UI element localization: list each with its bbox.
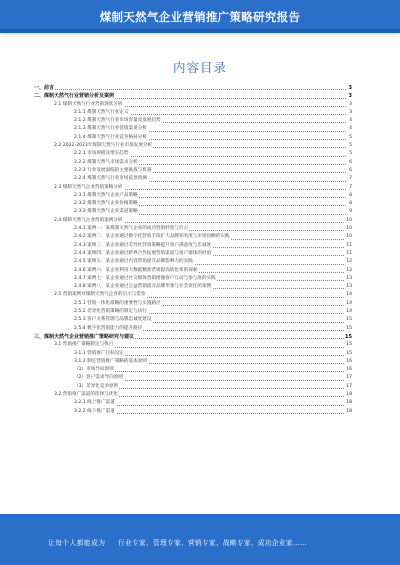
report-header-banner bbox=[0, 0, 400, 33]
toc-entry-page: 10 bbox=[345, 217, 352, 225]
toc-entry-page: 14 bbox=[345, 300, 352, 308]
toc-entry-title: 2.4.7 案例七：某企业通过社交媒体营销增强客户互动与参与度的实践 bbox=[74, 275, 217, 283]
toc-entry[interactable] bbox=[30, 233, 352, 241]
toc-entry-page: 10 bbox=[345, 233, 352, 241]
toc-entry[interactable] bbox=[30, 117, 352, 125]
toc-entry-title: 2.1.1 煤制天然气行业定义 bbox=[74, 109, 130, 117]
toc-entry[interactable] bbox=[30, 184, 352, 192]
toc-entry-title: 2.5.4 数字化营销能力的提升路径 bbox=[74, 325, 143, 333]
toc-entry-title: 2.4.4 案例四：某企业通过跨界合作拓展营销渠道与客户群体的经验 bbox=[74, 250, 212, 258]
toc-entry-page: 9 bbox=[348, 208, 352, 216]
toc-entry[interactable] bbox=[30, 383, 352, 391]
toc-entry-title: 2.4.5 案例五：某企业通过内容营销提升品牌影响力的实践 bbox=[74, 258, 194, 266]
toc-entry-title: 2.3.3 煤制天然气企业渠道策略 bbox=[74, 208, 139, 216]
toc-entry[interactable] bbox=[30, 92, 352, 100]
toc-entry-title: 2.3.1 煤制天然气企业产品策略 bbox=[74, 192, 139, 200]
toc-entry[interactable] bbox=[30, 142, 352, 150]
toc-entry-page: 16 bbox=[345, 358, 352, 366]
toc-entry-title: 2.1.2 煤制天然气行业市场容量及发展趋势 bbox=[74, 117, 162, 125]
toc-entry-title: 二、煤制天然气行业营销分析及案例 bbox=[34, 93, 115, 100]
toc-entry-title: 三、煤制天然气企业营销推广策略研究与建议 bbox=[34, 333, 135, 340]
toc-entry-title: 2.5 营销案例对煤制天然气企业的启示与借鉴 bbox=[54, 291, 146, 299]
toc-entry[interactable] bbox=[30, 267, 352, 275]
toc-entry-page: 14 bbox=[345, 308, 352, 316]
toc-entry-page: 15 bbox=[345, 350, 352, 358]
toc-entry-page: 17 bbox=[345, 374, 352, 382]
toc-entry-page: 4 bbox=[348, 125, 352, 133]
toc-entry-title: 2.5.1 营销一体化战略的重要性与实施路径 bbox=[74, 300, 162, 308]
toc-entry-page: 5 bbox=[348, 150, 352, 158]
toc-entry[interactable] bbox=[30, 300, 352, 308]
toc-entry-title: 3.2 营销推广渠道的选择与优化 bbox=[54, 391, 119, 399]
toc-entry-page: 7 bbox=[348, 184, 352, 192]
toc-entry-title: 2.1.4 煤制天然气行业竞争格局分析 bbox=[74, 134, 148, 142]
toc-entry[interactable] bbox=[30, 175, 352, 183]
toc-entry-page: 12 bbox=[345, 258, 352, 266]
toc-entry-page: 16 bbox=[345, 366, 352, 374]
toc-entry-title: 2.4.6 案例六：某企业利用大数据精准营销提高转化率的探索 bbox=[74, 267, 198, 275]
toc-entry[interactable] bbox=[30, 109, 352, 117]
toc-entry-title: 3.1.1 营销推广目标设定 bbox=[74, 350, 125, 358]
toc-entry[interactable] bbox=[30, 308, 352, 316]
toc-entry-title: 3.1.2 制定营销推广策略的基本原则 bbox=[74, 358, 148, 366]
toc-entry[interactable] bbox=[30, 167, 352, 175]
toc-entry-page: 15 bbox=[345, 333, 352, 340]
toc-entry-page: 11 bbox=[345, 242, 352, 250]
table-of-contents bbox=[30, 84, 352, 416]
toc-entry[interactable] bbox=[30, 101, 352, 109]
toc-entry-page: 6 bbox=[348, 167, 352, 175]
toc-entry[interactable] bbox=[30, 341, 352, 349]
toc-entry[interactable] bbox=[30, 333, 352, 341]
header-accent-bar bbox=[0, 29, 400, 33]
toc-entry[interactable] bbox=[30, 358, 352, 366]
toc-entry-title: 2.4.2 案例二：某企业通过数字化营销手段扩大品牌知名度与市场份额的实践 bbox=[74, 233, 231, 241]
toc-entry[interactable] bbox=[30, 192, 352, 200]
toc-entry-page: 11 bbox=[345, 250, 352, 258]
footer-roles: 行业专家、管理专家、营销专家、战略专家、成功企业家…… bbox=[118, 539, 307, 547]
toc-entry-page: 17 bbox=[345, 383, 352, 391]
toc-entry-title: 2.4.8 案例八：某企业通过公益营销提升品牌形象与社会责任的案例 bbox=[74, 283, 212, 291]
toc-entry-page: 15 bbox=[345, 316, 352, 324]
toc-entry-page: 15 bbox=[345, 325, 352, 333]
toc-entry[interactable] bbox=[30, 275, 352, 283]
report-title: 煤制天然气企业营销推广策略研究报告 bbox=[99, 10, 301, 24]
toc-entry-page: 8 bbox=[348, 200, 352, 208]
toc-entry[interactable] bbox=[30, 258, 352, 266]
toc-entry-title: 2.3 煤制天然气企业营销策略分析 bbox=[54, 184, 124, 192]
toc-entry-page: 5 bbox=[348, 134, 352, 142]
toc-entry-title: 3.1 营销推广策略制定与执行 bbox=[54, 341, 114, 349]
toc-entry[interactable] bbox=[30, 283, 352, 291]
toc-entry[interactable] bbox=[30, 291, 352, 299]
toc-entry-page: 13 bbox=[345, 275, 352, 283]
toc-entry-title: 一、前言 bbox=[34, 85, 55, 91]
toc-entry[interactable] bbox=[30, 325, 352, 333]
toc-entry[interactable] bbox=[30, 217, 352, 225]
toc-entry[interactable] bbox=[30, 225, 352, 233]
toc-entry[interactable] bbox=[30, 374, 352, 382]
toc-entry[interactable] bbox=[30, 366, 352, 374]
toc-entry-title: 2.1 煤制天然气行业营销现状分析 bbox=[54, 101, 124, 109]
toc-entry[interactable] bbox=[30, 134, 352, 142]
toc-entry-title: 2.2 2022-2023年煤制天然气行业市场发展分析 bbox=[54, 142, 153, 150]
toc-entry[interactable] bbox=[30, 408, 352, 416]
toc-entry-page: 3 bbox=[348, 85, 352, 91]
toc-entry-page: 18 bbox=[345, 408, 352, 416]
toc-heading: 内容目录 bbox=[172, 60, 227, 75]
toc-entry-page: 6 bbox=[348, 159, 352, 167]
toc-entry-title: （3）差异化竞争原则 bbox=[74, 383, 119, 391]
toc-entry-page: 8 bbox=[348, 192, 352, 200]
toc-entry[interactable] bbox=[30, 250, 352, 258]
toc-entry-title: 2.2.2 煤制天然气市场需求分析 bbox=[74, 159, 139, 167]
toc-entry-page: 18 bbox=[345, 391, 352, 399]
toc-entry-title: 3.2.2 线下推广渠道 bbox=[74, 408, 116, 416]
toc-entry-title: 2.5.2 差异化营销策略的制定与执行 bbox=[74, 308, 148, 316]
toc-entry-page: 18 bbox=[345, 399, 352, 407]
toc-entry-title: 3.2.1 线上推广渠道 bbox=[74, 399, 116, 407]
footer-slogan: 让每个人都能成为 bbox=[48, 539, 106, 547]
toc-leader-dots bbox=[74, 371, 346, 372]
toc-entry-title: 2.4.3 案例三：某企业通过差异化营销策略提升客户满意度与忠诚度 bbox=[74, 242, 212, 250]
toc-entry-title: 2.2.3 行业发展面临的主要挑战与机遇 bbox=[74, 167, 152, 175]
toc-entry-page: 13 bbox=[345, 283, 352, 291]
toc-entry-page: 5 bbox=[348, 142, 352, 150]
toc-entry[interactable] bbox=[30, 399, 352, 407]
toc-entry-title: 2.4 煤制天然气企业营销案例分析 bbox=[54, 217, 124, 225]
toc-entry[interactable] bbox=[30, 391, 352, 399]
toc-entry-title: （2）客户需求导向原则 bbox=[74, 374, 124, 382]
toc-entry-title: （1）市场导向原则 bbox=[74, 366, 115, 374]
toc-entry[interactable] bbox=[30, 316, 352, 324]
toc-entry-title: 2.4.1 案例一：某煤制天然气企业的成功营销经验与启示 bbox=[74, 225, 189, 233]
toc-entry[interactable] bbox=[30, 159, 352, 167]
toc-leader-dots bbox=[34, 89, 346, 90]
toc-entry-page: 15 bbox=[345, 341, 352, 349]
toc-entry-title: 2.2.4 煤制天然气行业市场前景预测 bbox=[74, 175, 148, 183]
toc-entry[interactable] bbox=[30, 84, 352, 92]
toc-entry-page: 10 bbox=[345, 225, 352, 233]
toc-entry[interactable] bbox=[30, 150, 352, 158]
toc-entry-page: 12 bbox=[345, 267, 352, 275]
toc-entry[interactable] bbox=[30, 350, 352, 358]
toc-entry[interactable] bbox=[30, 242, 352, 250]
toc-entry[interactable] bbox=[30, 208, 352, 216]
toc-entry[interactable] bbox=[30, 200, 352, 208]
toc-entry-page: 7 bbox=[348, 175, 352, 183]
toc-entry-page: 4 bbox=[348, 117, 352, 125]
toc-entry-title: 2.5.3 客户关系管理与品牌忠诚度建设 bbox=[74, 316, 152, 324]
toc-entry-page: 14 bbox=[345, 291, 352, 299]
toc-entry-page: 3 bbox=[348, 101, 352, 109]
toc-entry[interactable] bbox=[30, 125, 352, 133]
toc-entry-title: 2.2.1 市场规模及增长趋势 bbox=[74, 150, 130, 158]
footer-banner bbox=[0, 514, 400, 565]
toc-entry-page: 3 bbox=[348, 109, 352, 117]
toc-entry-title: 2.1.3 煤制天然气行业营销渠道分析 bbox=[74, 125, 148, 133]
toc-entry-page: 3 bbox=[348, 93, 352, 100]
toc-entry-title: 2.3.2 煤制天然气企业价格策略 bbox=[74, 200, 139, 208]
